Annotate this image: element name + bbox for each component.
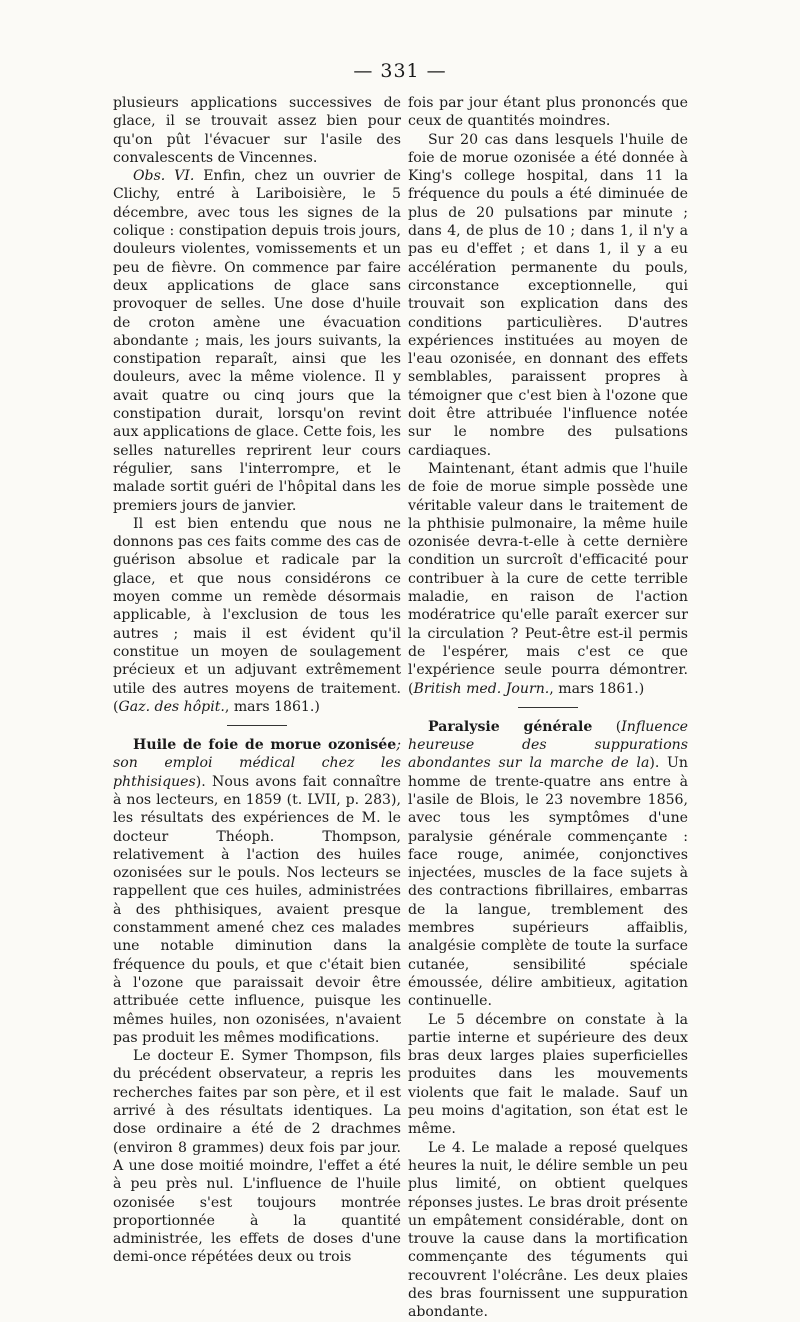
source-citation: Gaz. des hôpit. [118,698,225,715]
paragraph-text: Il est bien entendu que nous ne donnons pas ces faits comme des cas de guérison absolue et radicale par la glace, et que nous considérons ce moyen comme un remède désormais applicable, à l'exclusion de tous les autres ; mais il est évident qu'il constitue un moyen de soulagement précieux et un adjuvant extrêmement utile des autres moyens de traitement. [113,515,401,697]
paragraph: Le 4. Le malade a reposé quelques heures la nuit, le délire semble un peu plus limité, on obtient quelques réponses justes. Le bras droit présente un empâtement considérable, dont on trouve la cause dans la mortification commençante des téguments qui recouvrent l'olécrâne. Les deux plaies des bras fournissent une suppuration abondante. [408,1139,688,1321]
article-title: Huile de foie de morue ozonisée [133,737,397,754]
paragraph: Le 5 décembre on constate à la partie interne et supérieure des deux bras deux larges plaies superficielles produites dans les mouvements violents que fait le malade. Sauf un peu moins d'agitation, son état est le même. [408,1011,688,1138]
left-column [113,94,401,1267]
article-huile-de-foie [113,736,401,1047]
paragraph-conclusion [113,515,401,716]
paragraph: fois par jour étant plus prononcés que ceux de quantités moindres. [408,95,688,130]
right-column [408,94,688,1322]
subtitle-paren: ( [592,718,622,735]
source-citation: British med. Journ. [413,680,550,697]
source-paren: ( [113,698,119,715]
source-date: , mars 1861.) [549,680,645,697]
paragraph-text: Enfin, chez un ouvrier de Clichy, entré à Lariboisière, le 5 décembre, avec tous les signes de la colique : constipation depuis trois jours, douleurs violentes, vomissements et un peu de fièvre. On commence par faire deux applications de glace sans provoquer de selles. Une dose d'huile de croton amène une évacuation abondante ; mais, les jours suivants, la constipation reparaît, ainsi que les douleurs, avec la même violence. Il y avait quatre ou cinq jours que la constipation durait, lorsqu'on revint aux applications de glace. Cette fois, les selles naturelles reprirent leur cours régulier, sans l'interrompre, et le malade sortit guéri de l'hôpital dans les premiers jours de janvier. [113,168,401,514]
article-subtitle: ; son emploi médical chez les phthisiques [113,737,401,790]
article-subtitle: Influence heureuse des suppurations abondantes sur la marche de la [408,718,689,772]
source-date: , mars 1861.) [224,698,320,715]
article-title: Paralysie générale [428,718,593,735]
paragraph: Sur 20 cas dans lesquels l'huile de foie de morue ozonisée a été donnée à King's college hospital, dans 11 la fréquence du pouls a été diminuée de plus de 20 pulsations par minute ; dans 4, de plus de 10 ; dans 1, il n'y a pas eu d'effet ; et dans 1, il y a eu accélération permanente du pouls, circonstance exceptionnelle, qui trouvait son explication dans des conditions particulières. D'autres expériences instituées au moyen de l'eau ozonisée, en donnant des effets semblables, paraissent propres à témoigner que c'est bien à l'ozone que doit être attribuée l'influence notée sur le nombre des pulsations cardiaques. [408,131,688,459]
section-divider [227,725,287,726]
paragraph: Le docteur E. Symer Thompson, fils du précédent observateur, a repris les recherches faites par son père, et il est arrivé à des résultats identiques. La dose ordinaire a été de 2 drachmes (environ 8 grammes) deux fois par jour. A une dose moitié moindre, l'effet a été à peu près nul. L'influence de l'huile ozonisée s'est toujours montrée proportionnée à la quantité administrée, les effets de doses d'une demi-once répétées deux ou trois [113,1048,401,1266]
section-divider [518,707,578,708]
paragraph-text: ). Un homme de trente-quatre ans entre à l'asile de Blois, le 23 novembre 1856, avec tous les symptômes d'une paralysie générale commençante : face rouge, animée, conjonctives injectées, muscles de la face sujets à des contractions fibrillaires, embarras de la langue, tremblement des membres supérieurs affaiblis, analgésie complète de toute la surface cutanée, sensibilité spéciale émoussée, délire ambitieux, agitation continuelle. [408,755,688,1010]
article-paralysie-generale [408,718,688,1011]
paragraph-maintenant [408,460,688,698]
paragraph-text: Maintenant, étant admis que l'huile de foie de morue simple possède une véritable valeur dans le traitement de la phthisie pulmonaire, la même huile ozonisée devra-t-elle à cette dernière condition un surcroît d'efficacité pour contribuer à la cure de cette terrible maladie, en raison de l'action modératrice qu'elle paraît exercer sur la circulation ? Peut-être est-il permis de l'espérer, mais c'est ce que l'expérience seule pourra démontrer. ( [408,460,688,697]
page-number-header: — 331 — [353,60,447,82]
observation-label: Obs. VI. [133,168,195,185]
paragraph: plusieurs applications successives de glace, il se trouvait assez bien pour qu'on pût l'évacuer sur l'asile des convalescents de Vincennes. [113,95,401,166]
paragraph-obs-vi [113,167,401,515]
paragraph-text: ). Nous avons fait connaître à nos lecteurs, en 1859 (t. LVII, p. 283), les résultats des expériences de M. le docteur Théoph. Thompson, relativement à l'action des huiles ozonisées sur le pouls. Nos lecteurs se rappellent que ces huiles, administrées à des phthisiques, avaient presque constamment amené chez ces malades une notable diminution dans la fréquence du pouls, et que c'était bien à l'ozone que paraissait devoir être attribuée cette influence, puisque les mêmes huiles, non ozonisées, n'avaient pas produit les mêmes modifications. [113,773,401,1046]
